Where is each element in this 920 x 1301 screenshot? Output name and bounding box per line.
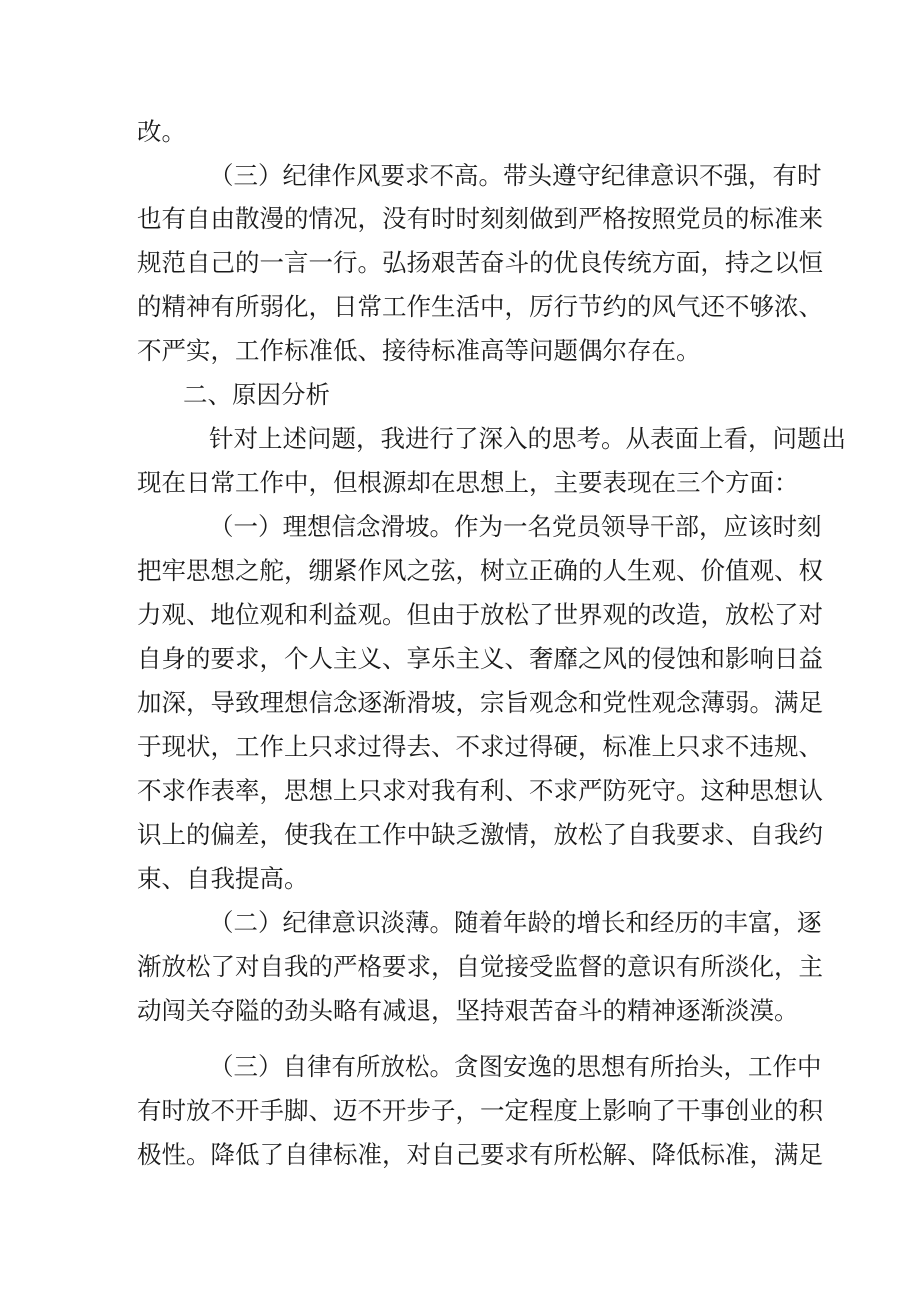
paragraph-line: 有时放不开手脚、迈不开步子，一定程度上影响了干事创业的积	[137, 1096, 823, 1125]
paragraph-line: 也有自由散漫的情况，没有时时刻刻做到严格按照党员的标准来	[137, 204, 823, 233]
paragraph-line: 动闯关夺隘的劲头略有减退，坚持艰苦奋斗的精神逐渐淡漠。	[137, 996, 799, 1025]
paragraph-line: 于现状，工作上只求过得去、不求过得硬，标准上只求不违规、	[137, 732, 823, 761]
paragraph-line: 改。	[137, 117, 186, 146]
paragraph-line: 不严实，工作标准低、接待标准高等问题偶尔存在。	[137, 336, 701, 365]
paragraph-line: （三）自律有所放松。贪图安逸的思想有所抬头，工作中	[209, 1052, 822, 1081]
paragraph-line: 的精神有所弱化，日常工作生活中，厉行节约的风气还不够浓、	[137, 292, 823, 321]
paragraph-line: 针对上述问题，我进行了深入的思考。从表面上看，问题出	[209, 424, 846, 453]
paragraph-line: 现在日常工作中，但根源却在思想上，主要表现在三个方面：	[137, 468, 799, 497]
paragraph-line: 把牢思想之舵，绷紧作风之弦，树立正确的人生观、价值观、权	[137, 556, 823, 585]
paragraph-line: 识上的偏差，使我在工作中缺乏激情，放松了自我要求、自我约	[137, 820, 823, 849]
paragraph-line: 渐放松了对自我的严格要求，自觉接受监督的意识有所淡化，主	[137, 952, 823, 981]
paragraph-line: 力观、地位观和利益观。但由于放松了世界观的改造，放松了对	[137, 600, 823, 629]
paragraph-line: 规范自己的一言一行。弘扬艰苦奋斗的优良传统方面，持之以恒	[137, 248, 823, 277]
paragraph-line: （三）纪律作风要求不高。带头遵守纪律意识不强，有时	[209, 161, 822, 190]
paragraph-line: 束、自我提高。	[137, 864, 309, 893]
paragraph-line: 不求作表率，思想上只求对我有利、不求严防死守。这种思想认	[137, 776, 823, 805]
paragraph-line: （一）理想信念滑坡。作为一名党员领导干部，应该时刻	[209, 512, 822, 541]
section-heading: 二、原因分析	[183, 380, 330, 409]
paragraph-line: 极性。降低了自律标准，对自己要求有所松解、降低标准，满足	[137, 1140, 823, 1169]
paragraph-line: （二）纪律意识淡薄。随着年龄的增长和经历的丰富，逐	[209, 908, 822, 937]
paragraph-line: 自身的要求，个人主义、享乐主义、奢靡之风的侵蚀和影响日益	[137, 644, 823, 673]
paragraph-line: 加深，导致理想信念逐渐滑坡，宗旨观念和党性观念薄弱。满足	[137, 688, 823, 717]
